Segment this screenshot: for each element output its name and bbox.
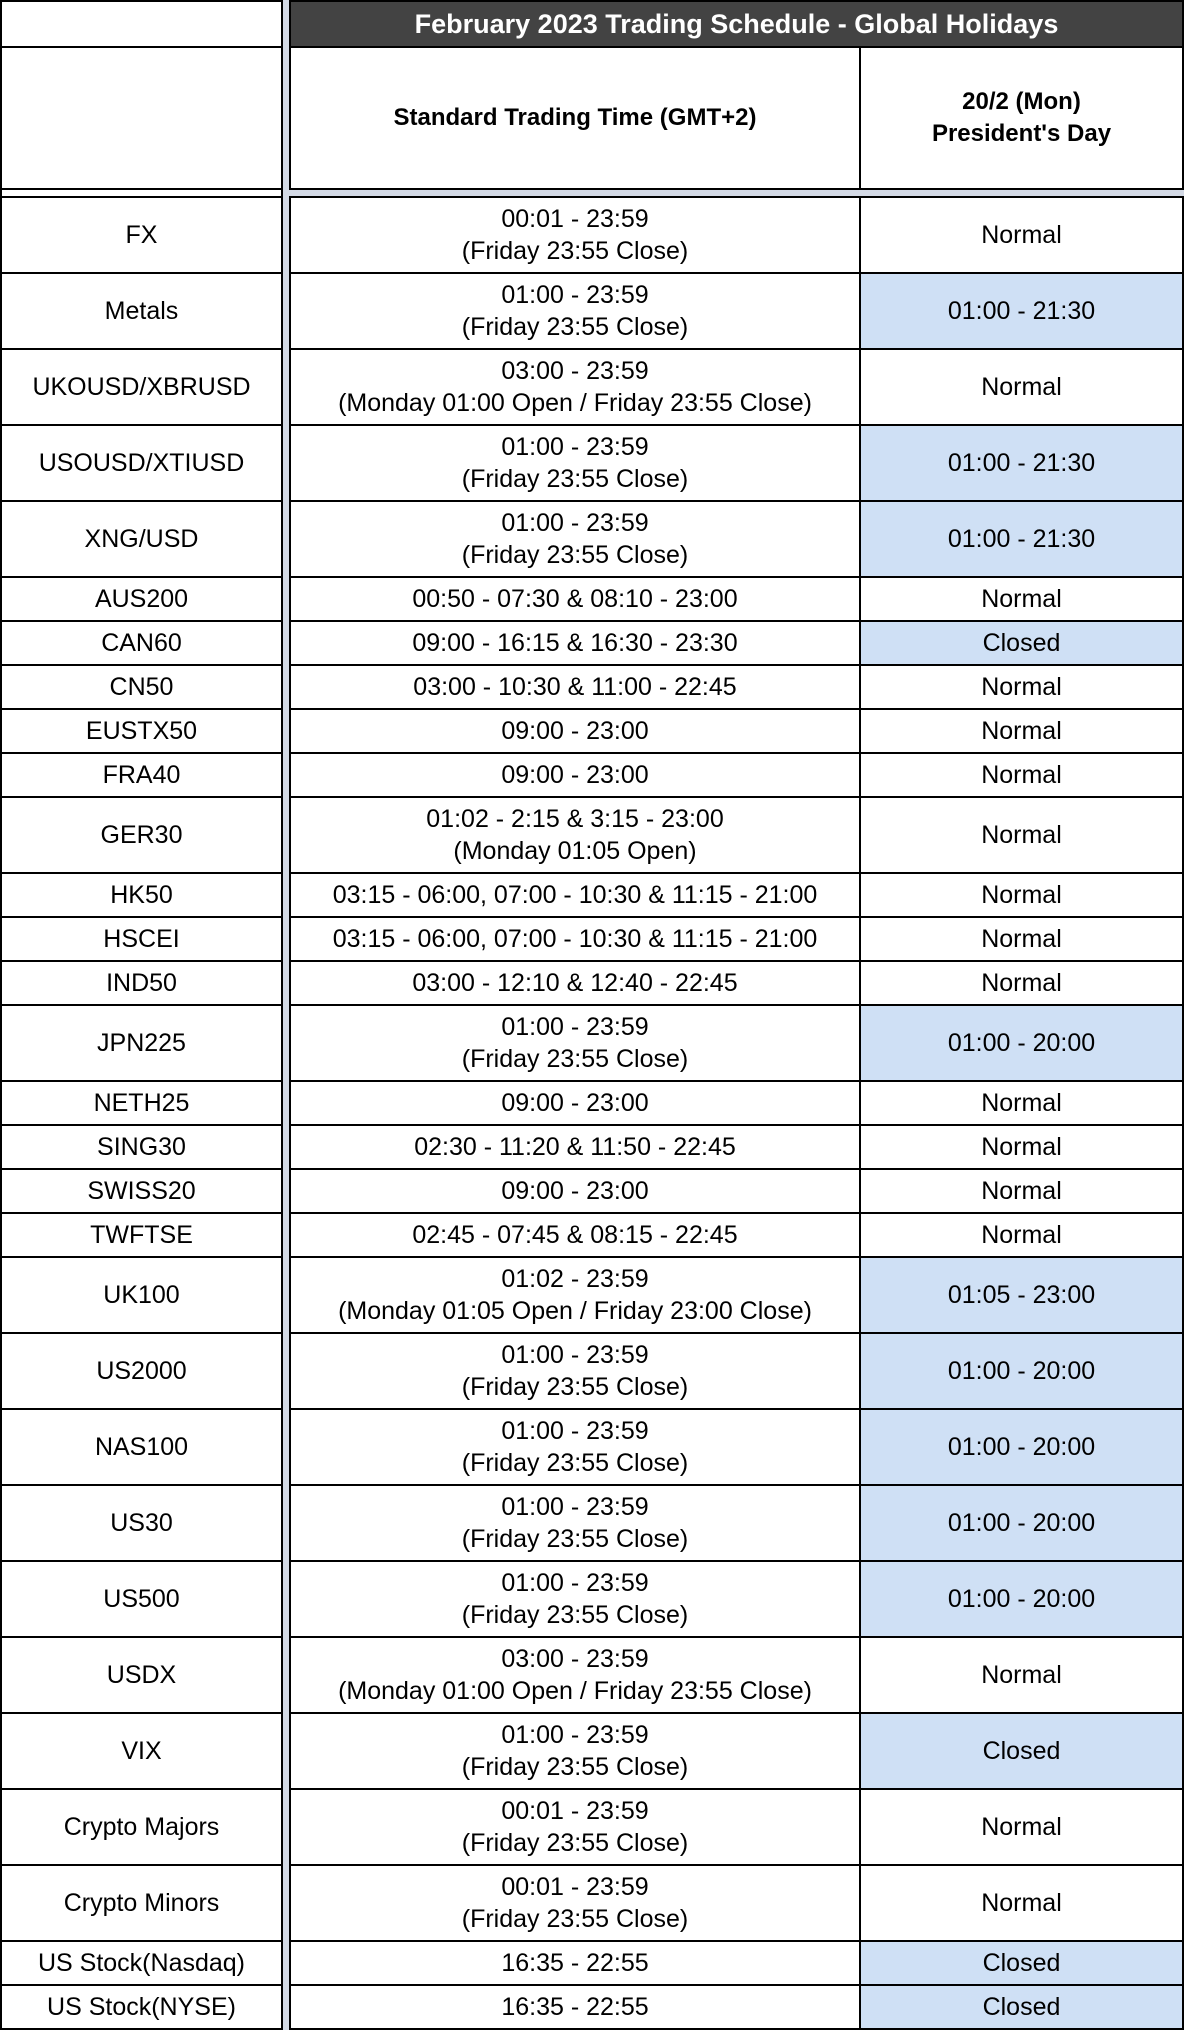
table-row [0, 798, 1184, 874]
standard-time-note: (Friday 23:55 Close) [461, 1601, 689, 1629]
instrument-cell: CN50 [0, 664, 283, 710]
standard-time-cell [289, 664, 859, 710]
standard-time-hours: 00:01 - 23:59 [501, 1797, 649, 1825]
instrument-cell: HK50 [0, 872, 283, 918]
table-row [0, 1942, 1184, 1986]
table-row [0, 426, 1184, 502]
table-row [0, 666, 1184, 710]
holiday-hours-cell: Closed [859, 1984, 1184, 2030]
table-row [0, 754, 1184, 798]
table-row [0, 1562, 1184, 1638]
instrument-cell: NETH25 [0, 1080, 283, 1126]
table-row [0, 1126, 1184, 1170]
table-row [0, 1170, 1184, 1214]
instrument-cell: HSCEI [0, 916, 283, 962]
standard-time-cell [289, 500, 859, 578]
standard-time-hours: 16:35 - 22:55 [501, 1949, 649, 1977]
holiday-hours-cell: Normal [859, 708, 1184, 754]
table-row [0, 874, 1184, 918]
holiday-hours-cell: Normal [859, 1080, 1184, 1126]
standard-time-cell [289, 872, 859, 918]
instrument-cell: US500 [0, 1560, 283, 1638]
standard-time-hours: 09:00 - 23:00 [501, 717, 649, 745]
sheet-title: February 2023 Trading Schedule - Global Holidays [289, 0, 1184, 48]
table-row [0, 502, 1184, 578]
standard-time-cell [289, 1712, 859, 1790]
holiday-hours-cell: Normal [859, 664, 1184, 710]
holiday-hours-cell: Normal [859, 576, 1184, 622]
header-holiday-date: 20/2 (Mon) [962, 88, 1081, 115]
standard-time-hours: 03:15 - 06:00, 07:00 - 10:30 & 11:15 - 21:00 [332, 925, 818, 953]
standard-time-cell [289, 1212, 859, 1258]
standard-time-cell [289, 348, 859, 426]
instrument-cell: US30 [0, 1484, 283, 1562]
standard-time-hours: 00:01 - 23:59 [501, 1873, 649, 1901]
standard-time-note: (Friday 23:55 Close) [461, 1905, 689, 1933]
standard-time-cell [289, 960, 859, 1006]
standard-time-cell [289, 1984, 859, 2030]
standard-time-cell [289, 1256, 859, 1334]
standard-time-hours: 03:00 - 10:30 & 11:00 - 22:45 [413, 673, 737, 701]
standard-time-hours: 01:00 - 23:59 [501, 509, 649, 537]
holiday-hours-cell: Normal [859, 348, 1184, 426]
instrument-cell: XNG/USD [0, 500, 283, 578]
instrument-cell: EUSTX50 [0, 708, 283, 754]
standard-time-hours: 01:00 - 23:59 [501, 433, 649, 461]
holiday-hours-cell: Normal [859, 1788, 1184, 1866]
table-row [0, 350, 1184, 426]
instrument-cell: SWISS20 [0, 1168, 283, 1214]
table-row [0, 1334, 1184, 1410]
standard-time-hours: 03:00 - 23:59 [501, 1645, 649, 1673]
table-row [0, 918, 1184, 962]
table-row [0, 274, 1184, 350]
standard-time-hours: 09:00 - 16:15 & 16:30 - 23:30 [412, 629, 738, 657]
standard-time-cell [289, 1332, 859, 1410]
holiday-hours-cell: 01:00 - 20:00 [859, 1408, 1184, 1486]
standard-time-cell [289, 796, 859, 874]
holiday-hours-cell: Normal [859, 796, 1184, 874]
standard-time-cell [289, 708, 859, 754]
holiday-hours-cell: Normal [859, 872, 1184, 918]
table-row [0, 1486, 1184, 1562]
holiday-hours-cell: Closed [859, 620, 1184, 666]
instrument-cell: FRA40 [0, 752, 283, 798]
instrument-cell: VIX [0, 1712, 283, 1790]
standard-time-cell [289, 272, 859, 350]
standard-time-hours: 01:00 - 23:59 [501, 1493, 649, 1521]
instrument-cell: SING30 [0, 1124, 283, 1170]
table-row [0, 1714, 1184, 1790]
standard-time-cell [289, 1408, 859, 1486]
holiday-hours-cell: 01:00 - 21:30 [859, 424, 1184, 502]
standard-time-hours: 09:00 - 23:00 [501, 761, 649, 789]
holiday-hours-cell: Normal [859, 752, 1184, 798]
standard-time-hours: 02:45 - 07:45 & 08:15 - 22:45 [412, 1221, 738, 1249]
holiday-hours-cell: 01:00 - 21:30 [859, 500, 1184, 578]
instrument-cell: UKOUSD/XBRUSD [0, 348, 283, 426]
holiday-hours-cell: Normal [859, 1168, 1184, 1214]
table-row [0, 622, 1184, 666]
holiday-hours-cell: Normal [859, 916, 1184, 962]
table-row [0, 1006, 1184, 1082]
instrument-cell: Metals [0, 272, 283, 350]
holiday-hours-cell: Normal [859, 1212, 1184, 1258]
table-row [0, 1258, 1184, 1334]
instrument-cell: JPN225 [0, 1004, 283, 1082]
instrument-cell: USOUSD/XTIUSD [0, 424, 283, 502]
standard-time-cell [289, 1004, 859, 1082]
table-row [0, 962, 1184, 1006]
standard-time-note: (Friday 23:55 Close) [461, 1373, 689, 1401]
standard-time-note: (Friday 23:55 Close) [461, 237, 689, 265]
standard-time-cell [289, 620, 859, 666]
standard-time-note: (Monday 01:00 Open / Friday 23:55 Close) [338, 389, 812, 417]
header-standard-time: Standard Trading Time (GMT+2) [289, 46, 859, 190]
instrument-cell: US Stock(NYSE) [0, 1984, 283, 2030]
standard-time-hours: 00:01 - 23:59 [501, 205, 649, 233]
standard-time-hours: 01:00 - 23:59 [501, 1721, 649, 1749]
holiday-hours-cell: Closed [859, 1940, 1184, 1986]
holiday-hours-cell: Normal [859, 1124, 1184, 1170]
holiday-hours-cell: Normal [859, 960, 1184, 1006]
table-row [0, 710, 1184, 754]
standard-time-note: (Friday 23:55 Close) [461, 465, 689, 493]
standard-time-cell [289, 1168, 859, 1214]
instrument-cell: IND50 [0, 960, 283, 1006]
standard-time-hours: 09:00 - 23:00 [501, 1089, 649, 1117]
standard-time-cell [289, 916, 859, 962]
standard-time-cell [289, 1788, 859, 1866]
table-row [0, 198, 1184, 274]
title-row [0, 0, 1184, 48]
standard-time-hours: 16:35 - 22:55 [501, 1993, 649, 2021]
title-blank-cell [0, 0, 283, 48]
holiday-hours-cell: 01:00 - 20:00 [859, 1560, 1184, 1638]
standard-time-cell [289, 1484, 859, 1562]
standard-time-hours: 01:00 - 23:59 [501, 1417, 649, 1445]
instrument-cell: Crypto Minors [0, 1864, 283, 1942]
instrument-cell: GER30 [0, 796, 283, 874]
holiday-hours-cell: Normal [859, 196, 1184, 274]
holiday-hours-cell: 01:00 - 20:00 [859, 1004, 1184, 1082]
table-row [0, 1986, 1184, 2030]
table-row [0, 1410, 1184, 1486]
standard-time-hours: 09:00 - 23:00 [501, 1177, 649, 1205]
holiday-hours-cell: Normal [859, 1864, 1184, 1942]
standard-time-cell [289, 1124, 859, 1170]
header-row [0, 48, 1184, 190]
standard-time-note: (Monday 01:05 Open) [453, 837, 697, 865]
instrument-cell: US Stock(Nasdaq) [0, 1940, 283, 1986]
header-holiday [859, 46, 1184, 190]
instrument-cell: CAN60 [0, 620, 283, 666]
table-row [0, 1866, 1184, 1942]
standard-time-hours: 01:00 - 23:59 [501, 281, 649, 309]
instrument-cell: TWFTSE [0, 1212, 283, 1258]
standard-time-cell [289, 576, 859, 622]
standard-time-cell [289, 1636, 859, 1714]
table-row [0, 1790, 1184, 1866]
table-row [0, 1082, 1184, 1126]
standard-time-hours: 01:02 - 23:59 [501, 1265, 649, 1293]
instrument-cell: US2000 [0, 1332, 283, 1410]
instrument-cell: AUS200 [0, 576, 283, 622]
standard-time-cell [289, 424, 859, 502]
standard-time-note: (Friday 23:55 Close) [461, 1045, 689, 1073]
instrument-cell: UK100 [0, 1256, 283, 1334]
instrument-cell: NAS100 [0, 1408, 283, 1486]
standard-time-note: (Friday 23:55 Close) [461, 541, 689, 569]
standard-time-cell [289, 1940, 859, 1986]
standard-time-cell [289, 1080, 859, 1126]
header-instrument-cell [0, 46, 283, 190]
holiday-hours-cell: 01:00 - 20:00 [859, 1332, 1184, 1410]
instrument-cell: FX [0, 196, 283, 274]
standard-time-note: (Friday 23:55 Close) [461, 1449, 689, 1477]
instrument-cell: USDX [0, 1636, 283, 1714]
holiday-hours-cell: 01:05 - 23:00 [859, 1256, 1184, 1334]
standard-time-hours: 01:00 - 23:59 [501, 1013, 649, 1041]
standard-time-note: (Monday 01:00 Open / Friday 23:55 Close) [338, 1677, 812, 1705]
holiday-hours-cell: 01:00 - 21:30 [859, 272, 1184, 350]
standard-time-hours: 02:30 - 11:20 & 11:50 - 22:45 [414, 1133, 736, 1161]
standard-time-hours: 01:00 - 23:59 [501, 1341, 649, 1369]
standard-time-hours: 01:02 - 2:15 & 3:15 - 23:00 [426, 805, 724, 833]
standard-time-hours: 01:00 - 23:59 [501, 1569, 649, 1597]
standard-time-note: (Friday 23:55 Close) [461, 313, 689, 341]
schedule-rows [0, 198, 1184, 2030]
table-row [0, 578, 1184, 622]
standard-time-hours: 03:00 - 12:10 & 12:40 - 22:45 [412, 969, 738, 997]
table-row [0, 1214, 1184, 1258]
instrument-cell: Crypto Majors [0, 1788, 283, 1866]
standard-time-cell [289, 1560, 859, 1638]
standard-time-cell [289, 752, 859, 798]
standard-time-note: (Monday 01:05 Open / Friday 23:00 Close) [338, 1297, 812, 1325]
standard-time-note: (Friday 23:55 Close) [461, 1525, 689, 1553]
standard-time-note: (Friday 23:55 Close) [461, 1753, 689, 1781]
holiday-hours-cell: 01:00 - 20:00 [859, 1484, 1184, 1562]
standard-time-hours: 03:15 - 06:00, 07:00 - 10:30 & 11:15 - 21:00 [332, 881, 818, 909]
standard-time-cell [289, 196, 859, 274]
standard-time-note: (Friday 23:55 Close) [461, 1829, 689, 1857]
holiday-hours-cell: Closed [859, 1712, 1184, 1790]
header-holiday-name: President's Day [931, 120, 1112, 147]
standard-time-cell [289, 1864, 859, 1942]
standard-time-hours: 03:00 - 23:59 [501, 357, 649, 385]
table-row [0, 1638, 1184, 1714]
holiday-hours-cell: Normal [859, 1636, 1184, 1714]
standard-time-hours: 00:50 - 07:30 & 08:10 - 23:00 [412, 585, 738, 613]
